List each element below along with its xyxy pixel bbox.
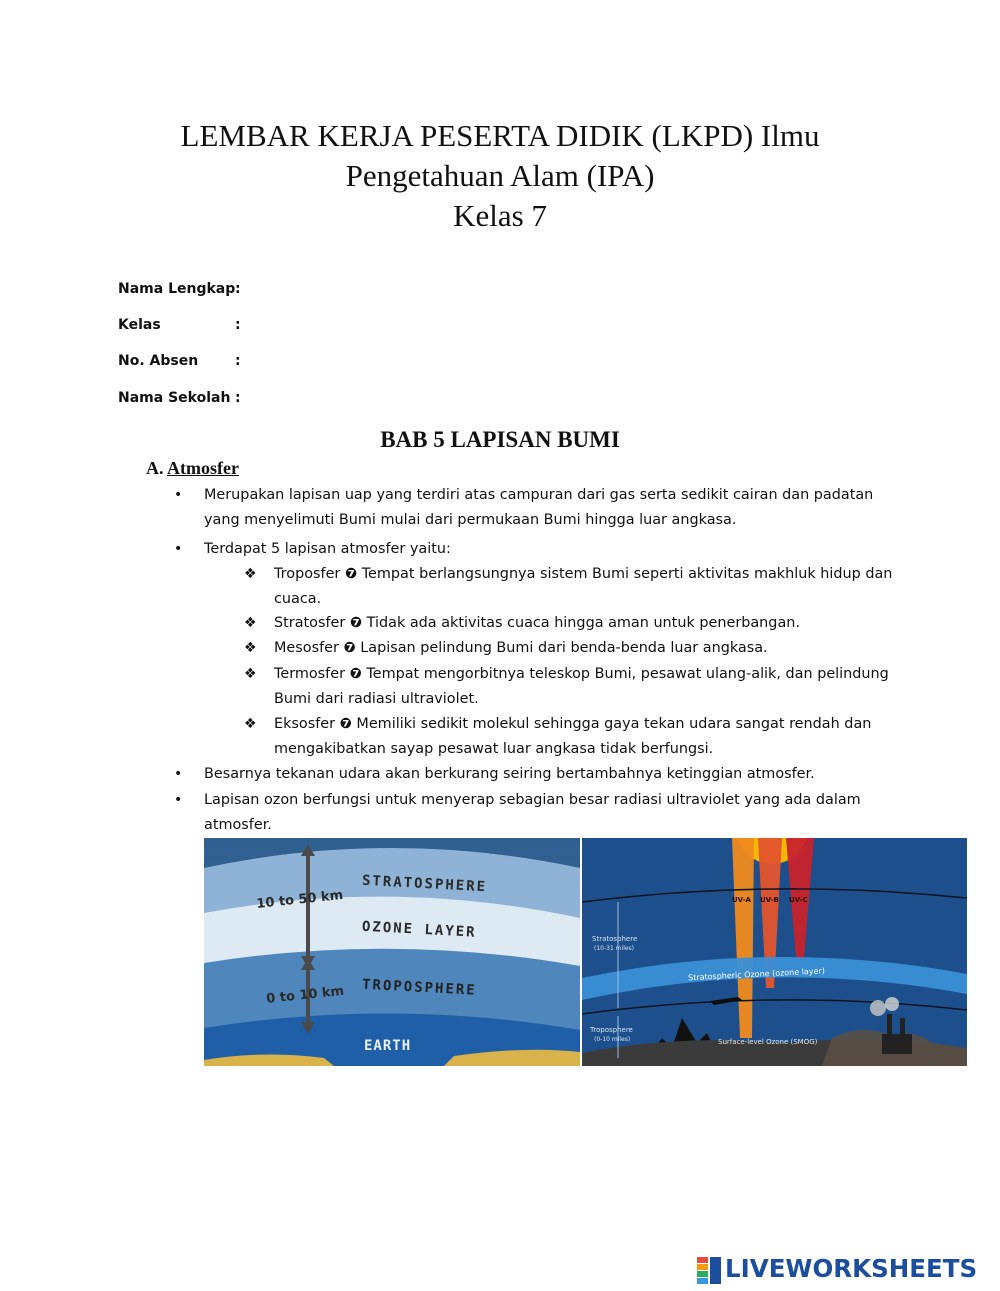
title-line-1: LEMBAR KERJA PESERTA DIDIK (LKPD) Ilmu bbox=[180, 118, 820, 153]
troposphere-range-label: (0-10 miles) bbox=[594, 1036, 631, 1043]
section-title: Atmosfer bbox=[167, 458, 239, 478]
bullet-text: Merupakan lapisan uap yang terdiri atas campuran dari gas serta sedikit cairan dan padatan yang menyelimuti Bumi mulai dari permukaan Bumi hingga luar angkasa. bbox=[204, 487, 874, 528]
bullet-dot: • bbox=[174, 792, 183, 808]
layer-name: Termosfer bbox=[274, 666, 346, 682]
layer-desc: Lapisan pelindung Bumi dari benda-benda luar angkasa. bbox=[360, 640, 768, 656]
layer-name: Stratosfer bbox=[274, 615, 346, 631]
chapter-title: BAB 5 LAPISAN BUMI bbox=[380, 427, 620, 452]
diamond-bullet-icon: ❖ bbox=[244, 716, 257, 732]
ozone-layer-label: Stratospheric Ozone (ozone layer) bbox=[687, 966, 826, 983]
bullet-item bbox=[174, 788, 894, 838]
layer-item-eksosfer bbox=[244, 712, 894, 762]
uvc-label: UV-C bbox=[789, 896, 808, 904]
atmosphere-layers-figure bbox=[204, 838, 580, 1066]
bullet-item bbox=[174, 537, 894, 562]
form-colon: : bbox=[235, 317, 241, 333]
form-field-nama-sekolah[interactable] bbox=[118, 390, 241, 406]
layer-name: Eksosfer bbox=[274, 716, 336, 732]
layer-desc: Memiliki sedikit molekul sehingga gaya tekan udara sangat rendah dan mengakibatkan sayap pesawat luar angkasa tidak berfungsi. bbox=[274, 716, 872, 757]
arrow-icon: ❼ bbox=[343, 640, 356, 656]
layer-item-stratosfer bbox=[244, 611, 894, 636]
form-label: No. Absen bbox=[118, 353, 199, 369]
bullet-text: Besarnya tekanan udara akan berkurang seiring bertambahnya ketinggian atmosfer. bbox=[204, 766, 815, 782]
earth-label: EARTH bbox=[364, 1038, 412, 1054]
surface-ozone-label: Surface-level Ozone (SMOG) bbox=[718, 1038, 818, 1046]
uv-ozone-figure bbox=[582, 838, 967, 1066]
section-heading bbox=[146, 458, 239, 479]
arrow-icon: ❼ bbox=[349, 666, 362, 682]
layer-item-troposfer bbox=[244, 562, 894, 612]
diamond-bullet-icon: ❖ bbox=[244, 615, 257, 631]
uva-label: UV-A bbox=[732, 896, 751, 904]
form-colon: : bbox=[235, 390, 241, 406]
layer-desc: Tempat berlangsungnya sistem Bumi seperti aktivitas makhluk hidup dan cuaca. bbox=[274, 566, 893, 607]
bullet-text: Terdapat 5 lapisan atmosfer yaitu: bbox=[204, 541, 451, 557]
troposphere-label: TROPOSPHERE bbox=[361, 976, 478, 999]
uvb-label: UV-B bbox=[760, 896, 779, 904]
stratosphere-range-label: (10-31 miles) bbox=[594, 945, 635, 952]
bullet-dot: • bbox=[174, 541, 183, 557]
range-top-label: 10 to 50 km bbox=[255, 887, 344, 912]
layer-desc: Tidak ada aktivitas cuaca hingga aman untuk penerbangan. bbox=[366, 615, 800, 631]
layer-desc: Tempat mengorbitnya teleskop Bumi, pesawat ulang-alik, dan pelindung Bumi dari radiasi ultraviolet. bbox=[274, 666, 889, 707]
diamond-bullet-icon: ❖ bbox=[244, 640, 257, 656]
range-bottom-label: 0 to 10 km bbox=[265, 983, 345, 1007]
bullet-text: Lapisan ozon berfungsi untuk menyerap sebagian besar radiasi ultraviolet yang ada dalam atmosfer. bbox=[204, 792, 861, 833]
form-label: Nama Lengkap bbox=[118, 281, 236, 297]
arrow-icon: ❼ bbox=[339, 716, 352, 732]
brand-name: LIVEWORKSHEETS bbox=[725, 1254, 978, 1283]
form-label: Kelas bbox=[118, 317, 161, 333]
layer-item-mesosfer bbox=[244, 636, 894, 661]
bullet-item bbox=[174, 483, 894, 533]
title-line-3: Kelas 7 bbox=[453, 198, 547, 233]
bullet-dot: • bbox=[174, 487, 183, 503]
diamond-bullet-icon: ❖ bbox=[244, 666, 257, 682]
page-title bbox=[0, 116, 1000, 236]
ozone-layer-label: OZONE LAYER bbox=[361, 918, 477, 941]
layer-name: Mesosfer bbox=[274, 640, 339, 656]
title-line-2: Pengetahuan Alam (IPA) bbox=[345, 158, 655, 193]
form-colon: : bbox=[235, 353, 241, 369]
form-field-no-absen[interactable] bbox=[118, 353, 241, 369]
arrow-icon: ❼ bbox=[344, 566, 358, 582]
form-field-kelas[interactable] bbox=[118, 317, 241, 333]
form-field-nama-lengkap[interactable] bbox=[118, 281, 241, 297]
liveworksheets-icon bbox=[697, 1257, 723, 1285]
layer-name: Troposfer bbox=[274, 566, 341, 582]
form-label: Nama Sekolah bbox=[118, 390, 231, 406]
diamond-bullet-icon: ❖ bbox=[244, 566, 257, 582]
troposphere-label: Troposphere bbox=[590, 1026, 633, 1034]
bullet-dot: • bbox=[174, 766, 183, 782]
arrow-icon: ❼ bbox=[349, 615, 363, 631]
form-colon: : bbox=[235, 281, 241, 297]
stratosphere-label: STRATOSPHERE bbox=[361, 872, 488, 896]
layer-item-termosfer bbox=[244, 662, 894, 712]
stratosphere-label: Stratosphere bbox=[592, 935, 638, 943]
bullet-item bbox=[174, 762, 894, 787]
liveworksheets-logo[interactable] bbox=[697, 1254, 997, 1286]
section-letter: A. bbox=[146, 458, 164, 478]
